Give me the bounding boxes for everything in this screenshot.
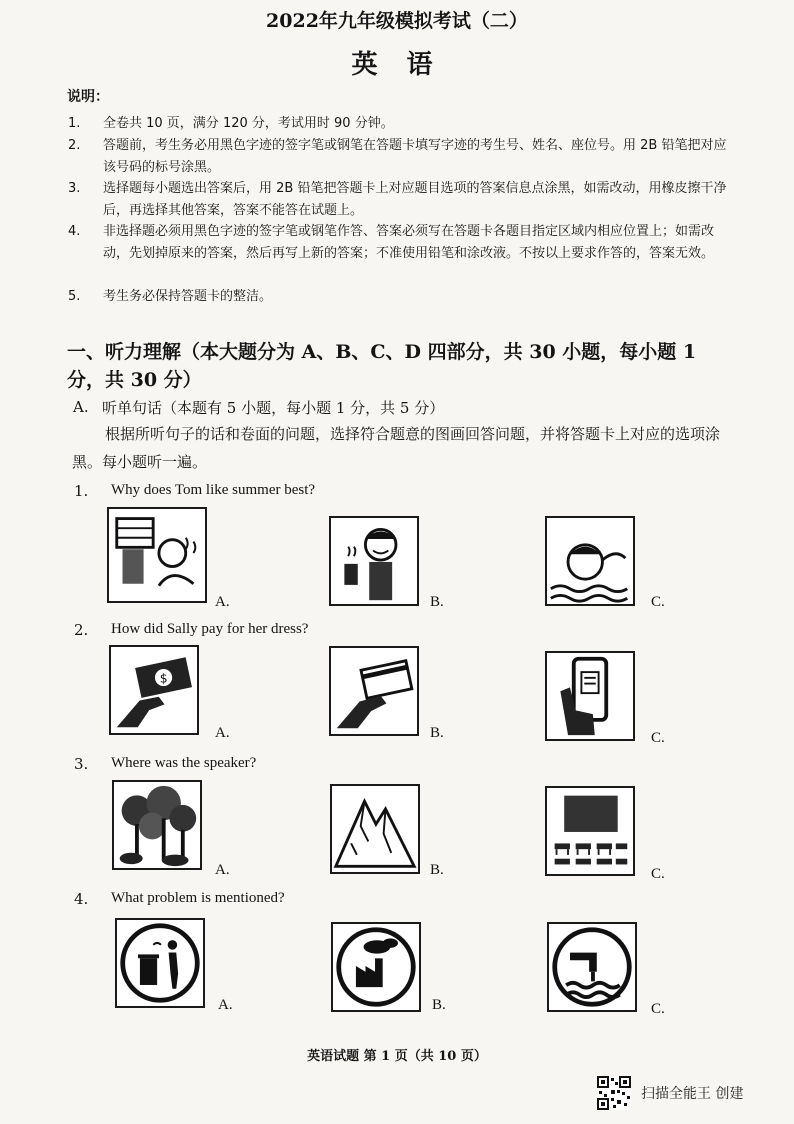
option-b-label: B. [430, 725, 444, 741]
subject-title: 英 语 [351, 50, 443, 80]
part-a-title: 听单句话（本题有 5 小题，每小题 1 分，共 5 分） [102, 399, 445, 417]
note-number: 1. [68, 116, 81, 131]
cold-drink-picture[interactable] [329, 516, 419, 606]
mobile-pay-picture[interactable] [545, 651, 635, 741]
page-footer: 英语试题 第 1 页（共 10 页） [307, 1049, 487, 1064]
instructions-label: 说明： [67, 89, 109, 105]
option-a-label: A. [215, 594, 230, 610]
note-number: 5. [68, 289, 81, 304]
note-text: 选择题每小题选出答案后，用 2B 铅笔把答题卡上对应题目选项的答案信息点涂黑，如需改动，用橡皮擦干净后，再选择其他答案，答案不能答在试题上。 [103, 181, 727, 218]
note-text: 考生务必保持答题卡的整洁。 [103, 289, 273, 304]
exam-title: 2022年九年级模拟考试（二） [266, 10, 528, 32]
option-a-label: A. [218, 997, 233, 1013]
qr-code-icon [597, 1076, 631, 1110]
question-text: How did Sally pay for her dress? [111, 621, 309, 637]
question-text: What problem is mentioned? [111, 890, 285, 906]
section-heading-listening: 一、听力理解（本大题分为 A、B、C、D 四部分，共 30 小题，每小题 1 分，共 30 分） [67, 341, 697, 391]
note-text: 答题前，考生务必用黑色字迹的签字笔或钢笔在答题卡填写字迹的考生号、姓名、座位号。用 2B 铅笔把对应该号码的标号涂黑。 [103, 138, 727, 175]
classroom-picture[interactable] [545, 786, 635, 876]
option-a-label: A. [215, 862, 230, 878]
note-text: 非选择题必须用黑色字迹的签字笔或钢笔作答、答案必须写在答题卡各题目指定区域内相应位置上；如需改动，先划掉原来的答案，然后再写上新的答案；不准使用铅笔和涂改液。不按以上要求作答的，答案无效。 [103, 224, 715, 261]
swimming-picture[interactable] [545, 516, 635, 606]
svg-text:$: $ [159, 670, 168, 686]
question-number: 2. [74, 621, 89, 639]
question-text: Where was the speaker? [111, 755, 257, 771]
note-number: 2. [68, 138, 81, 153]
part-a-instruction: 根据所听句子的话和卷面的问题，选择符合题意的图画回答问题，并将答题卡上对应的选项涂黑。每小题听一遍。 [72, 425, 721, 471]
option-b-label: B. [432, 997, 446, 1013]
option-b-label: B. [430, 594, 444, 610]
fan-heat-picture[interactable] [107, 507, 207, 603]
air-pollution-picture[interactable] [331, 922, 421, 1012]
note-text: 全卷共 10 页，满分 120 分，考试用时 90 分钟。 [103, 116, 394, 131]
note-number: 4. [68, 224, 81, 239]
cash-picture[interactable] [109, 645, 199, 735]
option-c-label: C. [651, 730, 665, 746]
question-number: 4. [74, 890, 89, 908]
question-number: 3. [74, 755, 89, 773]
note-number: 3. [68, 181, 81, 196]
option-c-label: C. [651, 594, 665, 610]
credit-card-picture[interactable] [329, 646, 419, 736]
forest-picture[interactable] [112, 780, 202, 870]
scanner-watermark: 扫描全能王 创建 [641, 1086, 744, 1102]
question-text: Why does Tom like summer best? [111, 482, 316, 498]
water-pollution-picture[interactable] [547, 922, 637, 1012]
option-c-label: C. [651, 866, 665, 882]
part-a-letter: A. [73, 398, 89, 416]
option-a-label: A. [215, 725, 230, 741]
option-c-label: C. [651, 1001, 665, 1017]
question-number: 1. [74, 482, 89, 500]
litter-picture[interactable] [115, 918, 205, 1008]
option-b-label: B. [430, 862, 444, 878]
mountains-picture[interactable] [330, 784, 420, 874]
